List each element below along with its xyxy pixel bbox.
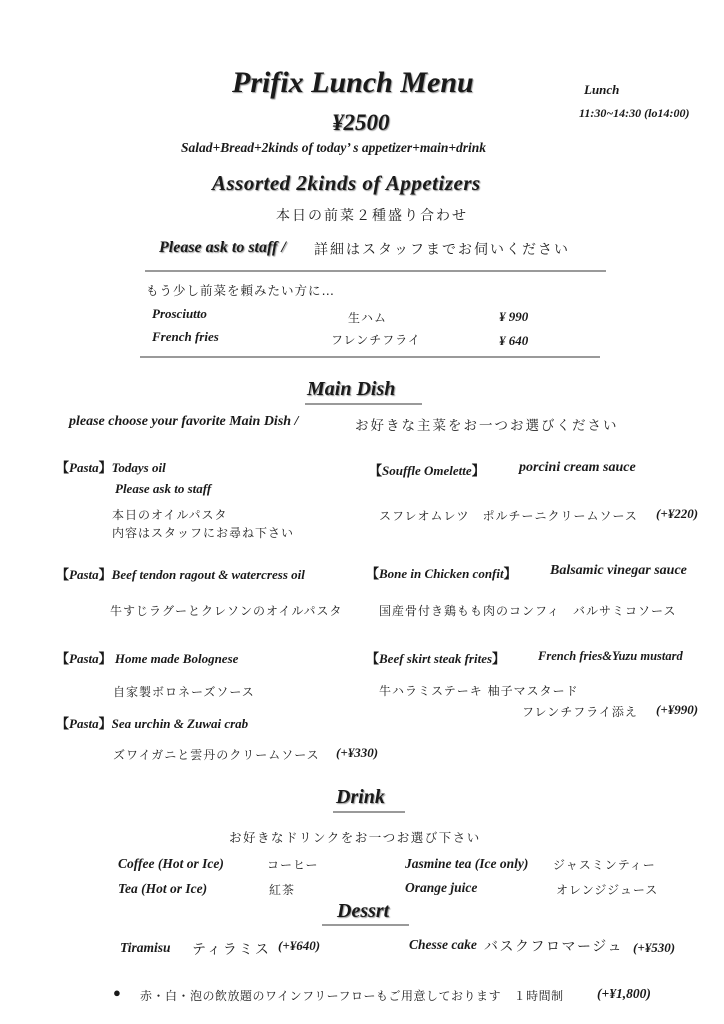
drink-name: Coffee (Hot or Ice) [118, 856, 224, 871]
extra-appetizer-jp: フレンチフライ [331, 333, 421, 347]
main-dish-jp: 国産骨付き鶏もも肉のコンフィ バルサミコソース [379, 604, 677, 618]
drink-heading: Drink [336, 786, 385, 808]
dessert-jp: ティラミス [192, 942, 271, 958]
main-dish-name: 【Pasta】 Home made Bolognese [56, 651, 239, 666]
main-dish-name: 【Pasta】Beef tendon ragout & watercress oil [56, 567, 305, 582]
menu-title: Prifix Lunch Menu [232, 66, 474, 99]
drink-name: Tea (Hot or Ice) [118, 881, 208, 896]
extra-appetizer-price: ¥ 640 [499, 333, 529, 348]
appetizers-ask-en: Please ask to staff / [159, 239, 286, 256]
footer-note: 赤・白・泡の飲放題のワインフリーフローもご用意しております １時間制 [140, 989, 564, 1003]
dessert-heading: Dessrt [337, 900, 390, 922]
main-dish-desc: porcini cream sauce [519, 460, 636, 475]
main-dish-jp: 自家製ボロネーズソース [113, 685, 255, 699]
dessert-surcharge: (+¥530) [633, 940, 676, 955]
lunch-label: Lunch [584, 82, 620, 97]
main-dish-jp: 牛ハラミステーキ 柚子マスタード [379, 684, 579, 698]
main-dish-surcharge: (+¥330) [336, 745, 379, 760]
dessert-surcharge: (+¥640) [278, 938, 321, 953]
dessert-name: Chesse cake [409, 937, 477, 952]
main-dish-name: 【Beef skirt steak frites】 [366, 651, 506, 666]
extra-appetizer-name: Prosciutto [152, 306, 207, 321]
main-dish-sub: Please ask to staff [115, 481, 212, 496]
main-dish-desc: Balsamic vinegar sauce [550, 563, 687, 578]
lunch-hours: 11:30~14:30 (lo14:00) [579, 106, 690, 120]
dessert-name: Tiramisu [120, 940, 171, 955]
drink-jp: 紅茶 [269, 883, 296, 897]
main-dish-instruction-en: please choose your favorite Main Dish / [69, 414, 299, 429]
footer-price: (+¥1,800) [597, 986, 651, 1001]
menu-includes: Salad+Bread+2kinds of today’ s appetizer+main+drink [181, 140, 487, 155]
appetizers-top-divider [145, 270, 606, 272]
main-dish-name: 【Bone in Chicken confit】 [366, 566, 517, 581]
dessert-underline [322, 924, 409, 926]
main-dish-jp-note: 内容はスタッフにお尋ね下さい [112, 526, 295, 540]
main-dish-name: 【Pasta】Sea urchin & Zuwai crab [56, 716, 249, 731]
drink-instruction: お好きなドリンクをお一つお選び下さい [229, 830, 481, 845]
main-dish-surcharge: (+¥220) [656, 506, 699, 521]
dessert-jp: バスクフロマージュ [484, 939, 623, 955]
main-dish-desc: French fries&Yuzu mustard [538, 649, 683, 663]
main-dish-instruction-jp: お好きな主菜をお一つお選びください [355, 418, 619, 434]
main-dish-jp: 牛すじラグーとクレソンのオイルパスタ [110, 604, 343, 618]
appetizers-heading: Assorted 2kinds of Appetizers [212, 171, 481, 195]
main-dish-surcharge: (+¥990) [656, 702, 699, 717]
drink-name: Orange juice [405, 880, 478, 895]
drink-jp: オレンジジュース [556, 883, 659, 897]
main-dish-heading: Main Dish [307, 378, 396, 400]
extra-appetizer-price: ¥ 990 [499, 309, 529, 324]
footer-bullet: ● [113, 985, 121, 1000]
main-dish-jp: 本日のオイルパスタ [112, 508, 228, 522]
drink-jp: ジャスミンティー [553, 858, 656, 872]
extra-appetizer-name: French fries [152, 329, 219, 344]
drink-underline [333, 811, 405, 813]
main-dish-name: 【Pasta】Todays oil [56, 460, 166, 475]
appetizers-subheading: 本日の前菜２種盛り合わせ [276, 208, 468, 224]
main-dish-underline [305, 403, 422, 405]
appetizers-bottom-divider [140, 356, 600, 358]
main-dish-jp-note: フレンチフライ添え [522, 705, 638, 719]
drink-name: Jasmine tea (Ice only) [405, 856, 529, 871]
extra-appetizer-jp: 生ハム [348, 311, 388, 325]
main-dish-jp: ズワイガニと雲丹のクリームソース [113, 748, 320, 762]
appetizers-ask-jp: 詳細はスタッフまでお伺いください [314, 242, 570, 258]
main-dish-name: 【Souffle Omelette】 [369, 463, 485, 478]
main-dish-jp: スフレオムレツ ポルチーニクリームソース [379, 509, 638, 523]
drink-jp: コーヒー [267, 858, 319, 872]
menu-price: ¥2500 [332, 110, 390, 135]
extra-appetizers-label: もう少し前菜を頼みたい方に… [146, 283, 336, 298]
